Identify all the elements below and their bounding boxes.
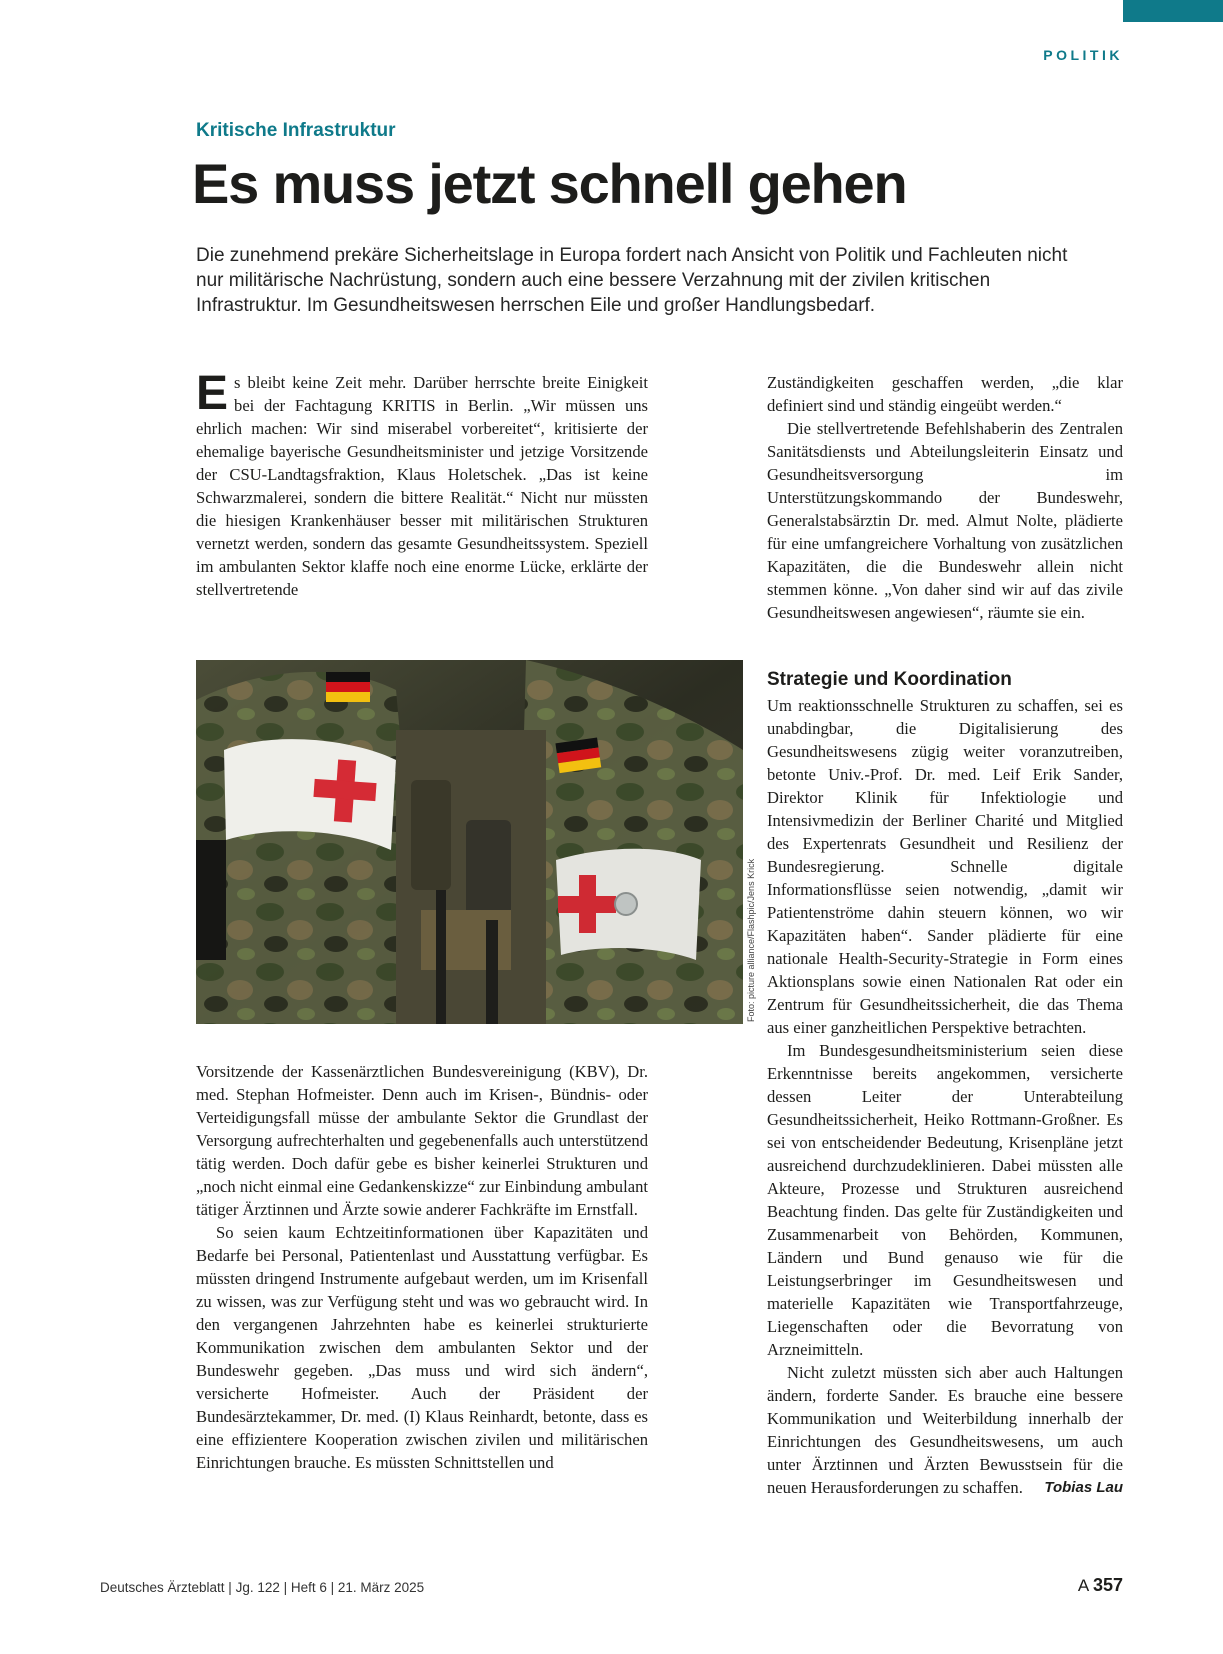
body-paragraph: Um reaktionsschnelle Strukturen zu schaffen, sei es unabdingbar, die Digitalisierung des Gesundheitswesens zügig weiter voranzutreiben, betonte Univ.-Prof. Dr. med. Leif Erik Sander, Direktor Klinik für Infektiologie und Intensivmedizin der Berliner Charité und Mitglied des Expertenrats Gesundheit und Resilienz der Bundesregierung. Schnelle digitale Informationsflüsse seien notwendig, „damit wir Patientenströme dahin steuern können, wo wir Kapazitäten haben“. Sander plädierte für eine nationale Health-Security-Strategie in Form eines Aktionsplans sowie einen Nationalen Rat oder ein Zentrum für Gesundheitssicherheit, die das Thema aus einer ganzheitlichen Perspektive betrachten.	[767, 696, 1123, 1037]
medics-armband-photo	[196, 660, 743, 1024]
publication-info: Deutsches Ärzteblatt | Jg. 122 | Heft 6 | 21. März 2025	[100, 1580, 425, 1595]
body-paragraph: Im Bundesgesundheitsministerium seien diese Erkenntnisse bereits angekommen, versicherte dessen Leiter der Unterabteilung Gesundheitssicherheit, Heiko Rottmann-Großner. Es sei von entscheidender Bedeutung, Krisenpläne jetzt ausreichend durchzudeklinieren. Dabei müssten alle Akteure, Prozesse und Strukturen ausreichend Beachtung finden. Das gelte für Zuständigkeiten und Zusammenarbeit von Behörden, Kommunen, Ländern und Bund genauso wie für die Leistungserbringer im Gesundheitswesen und materielle Kapazitäten wie Transportfahrzeuge, Liegenschaften oder die Bevorratung von Arzneimitteln.	[767, 1041, 1123, 1359]
column-right-top	[767, 371, 1123, 624]
body-paragraph	[196, 367, 648, 601]
section-subheading: Strategie und Koordination	[767, 669, 1012, 690]
section-label: POLITIK	[1043, 47, 1123, 63]
column-left-top	[196, 367, 648, 601]
body-paragraph: Die stellvertretende Befehlshaberin des Zentralen Sanitätsdiensts und Abteilungsleiterin Einsatz und Gesundheitsversorgung im Unterstützungskommando der Bundeswehr, Generalstabsärztin Dr. med. Almut Nolte, plädierte für eine umfangreichere Vorhaltung von zusätzlichen Kapazitäten, die die Bundeswehr allein nicht stemmen könne. „Von daher sind wir auf das zivile Gesundheitswesen angewiesen“, räumte sie ein.	[767, 419, 1123, 622]
article-lead: Die zunehmend prekäre Sicherheitslage in Europa fordert nach Ansicht von Politik und Fachleuten nicht nur militärische Nachrüstung, sondern auch eine bessere Verzahnung mit der zivilen kritischen Infrastruktur. Im Gesundheitswesen herrschen Eile und großer Handlungsbedarf.	[196, 245, 1068, 316]
article-kicker: Kritische Infrastruktur	[196, 120, 396, 141]
paragraph-text: s bleibt keine Zeit mehr. Darüber herrschte breite Einigkeit bei der Fachtagung KRITIS in Berlin. „Wir müssen uns ehrlich machen: Wir sind miserabel vorbereitet“, kritisierte der ehemalige bayerische Gesundheitsminister und jetzige Vorsitzende der CSU-Landtagsfraktion, Klaus Holetschek. „Das ist keine Schwarzmalerei, sondern die bittere Realität.“ Nicht nur müssten die hiesigen Krankenhäuser besser mit militärischen Strukturen vernetzt werden, sondern das gesamte Gesundheitssystem. Speziell im ambulanten Sektor klaffe noch eine enorme Lücke, erklärte der stellvertretende	[196, 373, 648, 599]
photo-credit: Foto: picture alliance/Flashpic/Jens Krick	[746, 858, 756, 1022]
article-headline: Es muss jetzt schnell gehen	[192, 152, 907, 215]
body-paragraph: So seien kaum Echtzeitinformationen über Kapazitäten und Bedarfe bei Personal, Patientenlast und Ausstattung verfügbar. Es müssten dringend Instrumente aufgebaut werden, um im Krisenfall zu wissen, was zur Verfügung steht und was wo gebraucht wird. In den vergangenen Jahrzehnten habe es keinerlei strukturierte Kommunikation zwischen dem ambulanten Sektor und der Bundeswehr gegeben. „Das muss und wird sich ändern“, versicherte Hofmeister. Auch der Präsident der Bundesärztekammer, Dr. med. (I) Klaus Reinhardt, betonte, dass es eine effizientere Kooperation zwischen zivilen und militärischen Einrichtungen brauche. Es müssten Schnittstellen und	[196, 1223, 648, 1472]
article-photo	[196, 660, 743, 1024]
corner-accent-bar	[1123, 0, 1223, 22]
page-prefix: A	[1077, 1576, 1089, 1595]
body-paragraph: Zuständigkeiten geschaffen werden, „die klar definiert sind und ständig eingeübt werden.“	[767, 373, 1123, 415]
column-right-bottom	[767, 666, 1123, 1499]
body-paragraph: Vorsitzende der Kassenärztlichen Bundesvereinigung (KBV), Dr. med. Stephan Hofmeister. Denn auch im Krisen-, Bündnis- oder Verteidigungsfall müsse der ambulante Sektor die Grundlast der Versorgung aufrechterhalten und gegebenenfalls auch unterstützend tätig werden. Doch dafür gebe es bisher keinerlei Strukturen und „noch nicht einmal eine Gedankenskizze“ zur Einbindung ambulant tätiger Ärztinnen und Ärzte sowie anderer Fachkräfte im Ernstfall.	[196, 1062, 648, 1219]
column-left-bottom	[196, 1060, 648, 1474]
paragraph-text: Nicht zuletzt müssten sich aber auch Haltungen ändern, forderte Sander. Es brauche eine bessere Kommunikation und Weiterbildung innerhalb der Einrichtungen des Gesundheitswesens, um auch unter Ärztinnen und Ärzten Bewusstsein für die neuen Herausforderungen zu schaffen.	[767, 1363, 1123, 1497]
author-byline: Tobias Lau	[1044, 1479, 1123, 1496]
page-number-value: 357	[1092, 1575, 1123, 1595]
body-paragraph	[767, 1361, 1123, 1499]
page-number	[1078, 1575, 1123, 1596]
drop-cap: E	[196, 367, 229, 420]
